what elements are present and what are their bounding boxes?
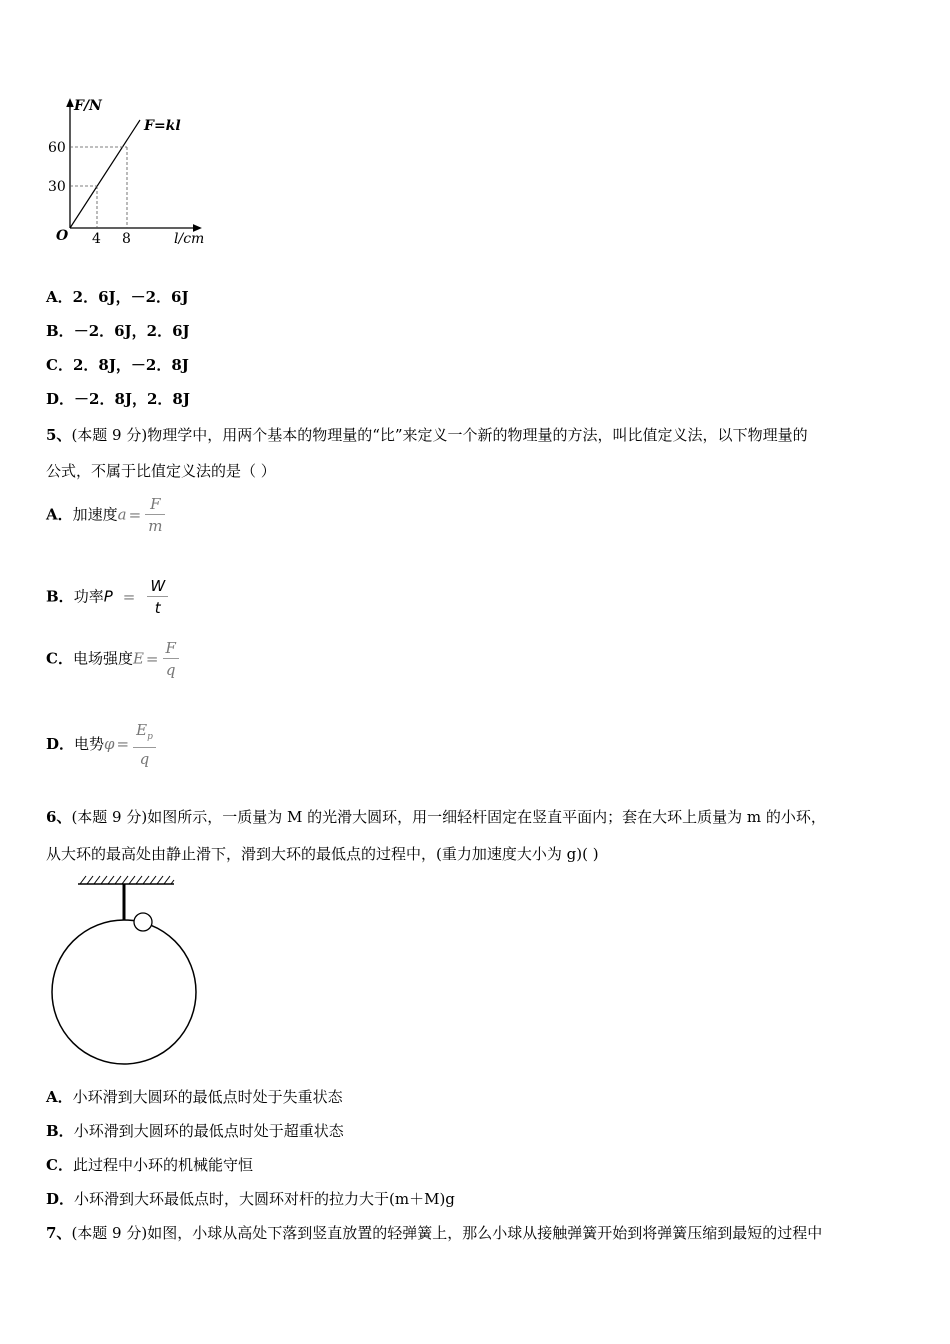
q4-option-b[interactable]: B．－2．6J，2．6J: [46, 322, 190, 340]
x-tick-8: 8: [122, 231, 131, 247]
q7-stem-line1: 7、(本题 9 分)如图，小球从高处下落到竖直放置的轻弹簧上，那么小球从接触弹簧开始到将弹簧压缩到最短的过程中: [46, 1224, 823, 1242]
q5-option-d[interactable]: D．电势φ = $\frac{E_p}{q}$: [46, 720, 156, 770]
q6-stem-line2: 从大环的最高处由静止滑下，滑到大环的最低点的过程中，(重力加速度大小为 g)( ): [46, 845, 599, 863]
q6-option-a[interactable]: A．小环滑到大圆环的最低点时处于失重状态: [46, 1088, 343, 1106]
large-ring: [52, 920, 196, 1064]
y-axis-label: F/N: [74, 98, 102, 114]
y-tick-60: 60: [48, 140, 66, 156]
x-axis-label: l/cm: [174, 231, 205, 247]
formula-lhs: a: [117, 505, 127, 524]
q5-option-c[interactable]: C．电场强度E = $\frac{F}{q}$: [46, 638, 179, 681]
x-tick-4: 4: [92, 231, 101, 247]
formula-fraction: $\frac{W}{t}$: [147, 576, 168, 619]
q5-option-b[interactable]: B．功率P = $\frac{W}{t}$: [46, 576, 168, 619]
q5-option-a[interactable]: A．加速度a = $\frac{F}{m}$: [46, 494, 165, 537]
q6-option-d[interactable]: D．小环滑到大环最低点时，大圆环对杆的拉力大于(m＋M)g: [46, 1190, 455, 1208]
formula-lhs: E: [132, 649, 144, 668]
formula-lhs: P: [103, 587, 113, 606]
formula-fraction: $\frac{F}{q}$: [163, 638, 179, 681]
y-tick-30: 30: [48, 179, 66, 195]
q4-option-a[interactable]: A．2．6J，－2．6J: [46, 288, 189, 306]
q6-option-c[interactable]: C．此过程中小环的机械能守恒: [46, 1156, 253, 1174]
line-label: F=kl: [144, 118, 181, 134]
origin-label: O: [56, 228, 69, 244]
q6-option-b[interactable]: B．小环滑到大圆环的最低点时处于超重状态: [46, 1122, 344, 1140]
formula-fraction: $\frac{F}{m}$: [145, 494, 165, 537]
q5-stem-line1: 5、(本题 9 分)物理学中，用两个基本的物理量的“比”来定义一个新的物理量的方法，叫比值定义法，以下物理量的: [46, 426, 808, 444]
ceiling-hatch: [80, 876, 174, 884]
small-ring: [134, 913, 152, 931]
formula-lhs: φ: [104, 735, 115, 753]
q4-option-d[interactable]: D．－2．8J，2．8J: [46, 390, 190, 408]
ring-diagram: [46, 872, 206, 1072]
q4-option-c[interactable]: C．2．8J，－2．8J: [46, 356, 189, 374]
force-line: [70, 120, 140, 228]
q5-stem-line2: 公式，不属于比值定义法的是（ ）: [46, 462, 276, 480]
formula-fraction: $\frac{E_p}{q}$: [133, 720, 156, 770]
q6-stem-line1: 6、(本题 9 分)如图所示，一质量为 M 的光滑大圆环，用一细轻杆固定在竖直平面内；套在大环上质量为 m 的小环，: [46, 808, 826, 826]
force-length-graph: [40, 90, 220, 250]
